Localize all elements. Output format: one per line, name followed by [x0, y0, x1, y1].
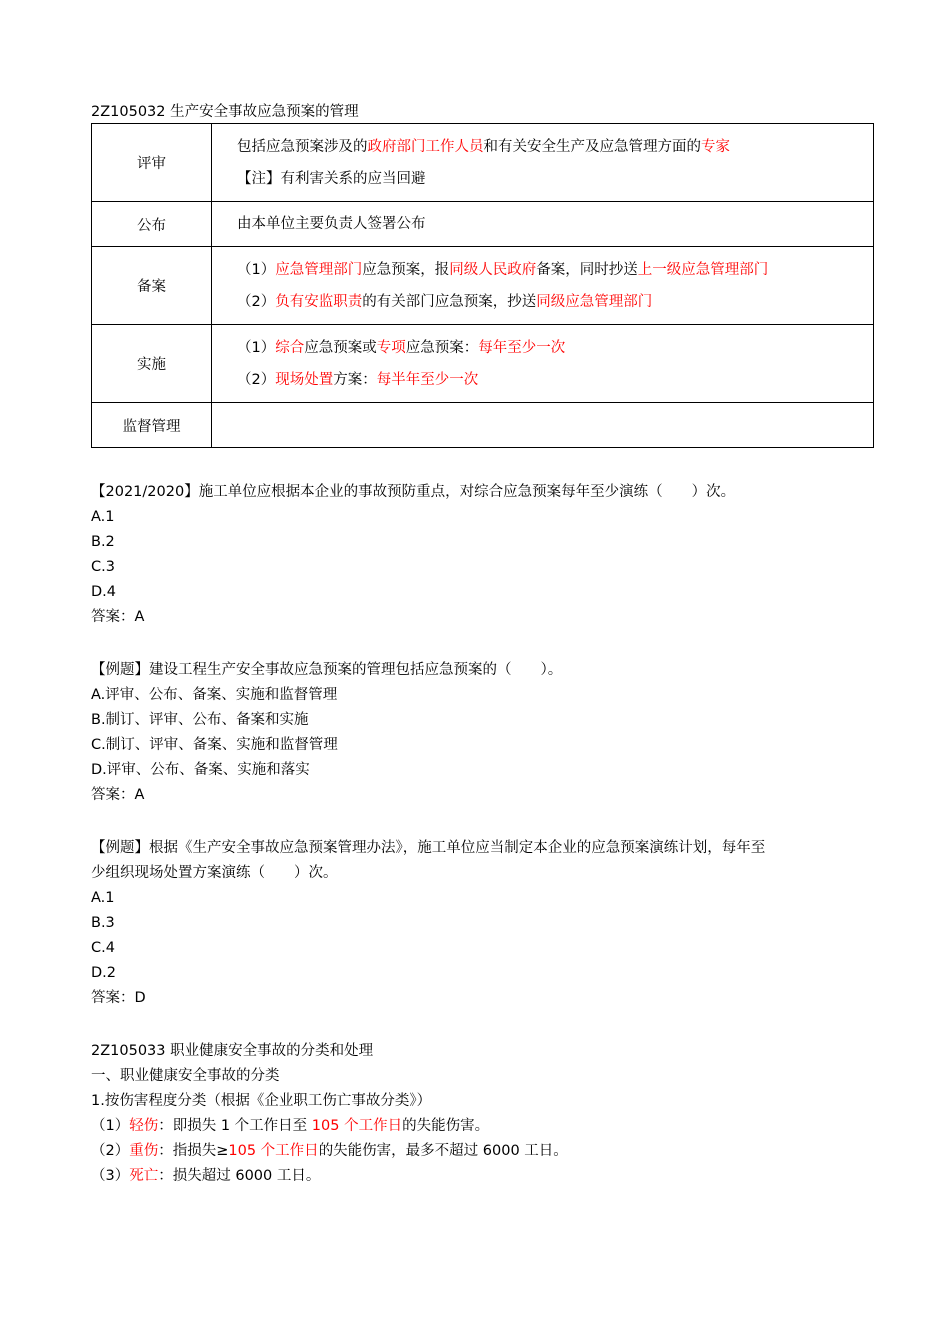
answer: 答案：A [91, 609, 145, 625]
text-run: 备案，同时抄送 [536, 261, 638, 278]
question-stem-line: 【例题】根据《生产安全事故应急预案管理办法》，施工单位应当制定本企业的应急预案演练计划，每年至 [91, 840, 766, 856]
option-d: D.4 [91, 584, 116, 600]
text-run: 包括应急预案涉及的 [237, 138, 368, 155]
table-row [92, 403, 874, 448]
answer: 答案：A [91, 787, 145, 803]
question-stem-line: 少组织现场处置方案演练（ ）次。 [91, 865, 338, 881]
injury-item [91, 1139, 881, 1164]
content-line [237, 254, 873, 286]
text-run: （2） [237, 371, 276, 388]
section2-title: 2Z105033 职业健康安全事故的分类和处理 [91, 1043, 374, 1059]
option-a: A.1 [91, 890, 115, 906]
text-run: 的有关部门应急预案，抄送 [362, 293, 537, 310]
highlight-text: 应急管理部门 [275, 261, 363, 278]
text-run: ：指损失≥ [158, 1143, 229, 1159]
row-label: 监督管理 [92, 403, 212, 448]
highlight-text: 同级应急管理部门 [536, 293, 653, 310]
highlight-text: 轻伤 [129, 1118, 159, 1134]
table-row [92, 202, 874, 247]
highlight-text: 上一级应急管理部门 [637, 261, 769, 278]
content-line [237, 131, 873, 163]
highlight-text: 105 个工作日 [311, 1118, 403, 1134]
section2-heading: 1.按伤害程度分类（根据《企业职工伤亡事故分类》） [91, 1093, 432, 1109]
option-a: A.1 [91, 509, 115, 525]
content-line [237, 208, 873, 240]
text-run: （2） [237, 293, 276, 310]
text-run: 应急预案，报 [362, 261, 450, 278]
highlight-text: 负有安监职责 [275, 293, 363, 310]
row-label: 公布 [92, 202, 212, 247]
text-run: （1） [91, 1118, 130, 1134]
table-row [92, 124, 874, 202]
section2-subtitle: 一、职业健康安全事故的分类 [91, 1068, 280, 1084]
text-run: （1） [237, 261, 276, 278]
row-label: 评审 [92, 124, 212, 202]
option-c: C.3 [91, 559, 115, 575]
section2 [91, 1039, 881, 1189]
content-line [237, 163, 873, 195]
answer: 答案：D [91, 990, 146, 1006]
content-line [237, 286, 873, 318]
row-label: 备案 [92, 247, 212, 325]
option-c: C.制订、评审、备案、实施和监督管理 [91, 737, 338, 753]
highlight-text: 105 个工作日 [228, 1143, 319, 1159]
highlight-text: 专家 [701, 138, 730, 155]
option-b: B.2 [91, 534, 115, 550]
question-3 [91, 836, 881, 1011]
question-stem: 【2021/2020】施工单位应根据本企业的事故预防重点，对综合应急预案每年至少演练（ ）次。 [91, 484, 736, 500]
text-run: （3） [91, 1168, 130, 1184]
text-run: 应急预案或 [304, 339, 377, 356]
highlight-text: 重伤 [129, 1143, 159, 1159]
row-content [212, 325, 874, 403]
text-run: 的失能伤害，最多不超过 6000 工日。 [318, 1143, 568, 1159]
text-run: ：即损失 1 个工作日至 [158, 1118, 312, 1134]
section1-title: 2Z105032 生产安全事故应急预案的管理 [91, 104, 359, 120]
highlight-text: 死亡 [129, 1168, 159, 1184]
option-d: D.2 [91, 965, 116, 981]
row-label: 实施 [92, 325, 212, 403]
option-d: D.评审、公布、备案、实施和落实 [91, 762, 310, 778]
question-stem: 【例题】建设工程生产安全事故应急预案的管理包括应急预案的（ ）。 [91, 662, 563, 678]
text-run: 和有关安全生产及应急管理方面的 [483, 138, 701, 155]
content-line [237, 332, 873, 364]
question-2 [91, 658, 881, 808]
highlight-text: 专项 [376, 339, 406, 356]
highlight-text: 综合 [275, 339, 305, 356]
highlight-text: 每年至少一次 [478, 339, 566, 356]
highlight-text: 同级人民政府 [449, 261, 537, 278]
injury-item [91, 1164, 881, 1189]
option-b: B.3 [91, 915, 115, 931]
injury-item [91, 1114, 881, 1139]
option-a: A.评审、公布、备案、实施和监督管理 [91, 687, 338, 703]
row-content [212, 124, 874, 202]
highlight-text: 每半年至少一次 [376, 371, 479, 388]
row-content [212, 403, 874, 448]
text-run: 的失能伤害。 [402, 1118, 490, 1134]
text-run: 应急预案： [405, 339, 479, 356]
highlight-text: 政府部门工作人员 [367, 138, 484, 155]
text-run: 由本单位主要负责人签署公布 [237, 216, 426, 232]
text-run: （2） [91, 1143, 130, 1159]
content-line [237, 364, 873, 396]
option-c: C.4 [91, 940, 115, 956]
row-content [212, 247, 874, 325]
text-run: 【注】有利害关系的应当回避 [237, 170, 426, 187]
highlight-text: 现场处置 [275, 371, 334, 388]
text-run: 方案： [333, 371, 377, 388]
question-1 [91, 480, 881, 630]
row-content [212, 202, 874, 247]
option-b: B.制订、评审、公布、备案和实施 [91, 712, 309, 728]
table-row [92, 247, 874, 325]
text-run: ：损失超过 6000 工日。 [158, 1168, 321, 1184]
document-page [91, 101, 881, 1189]
plan-management-table [91, 123, 874, 448]
table-row [92, 325, 874, 403]
text-run: （1） [237, 339, 276, 356]
